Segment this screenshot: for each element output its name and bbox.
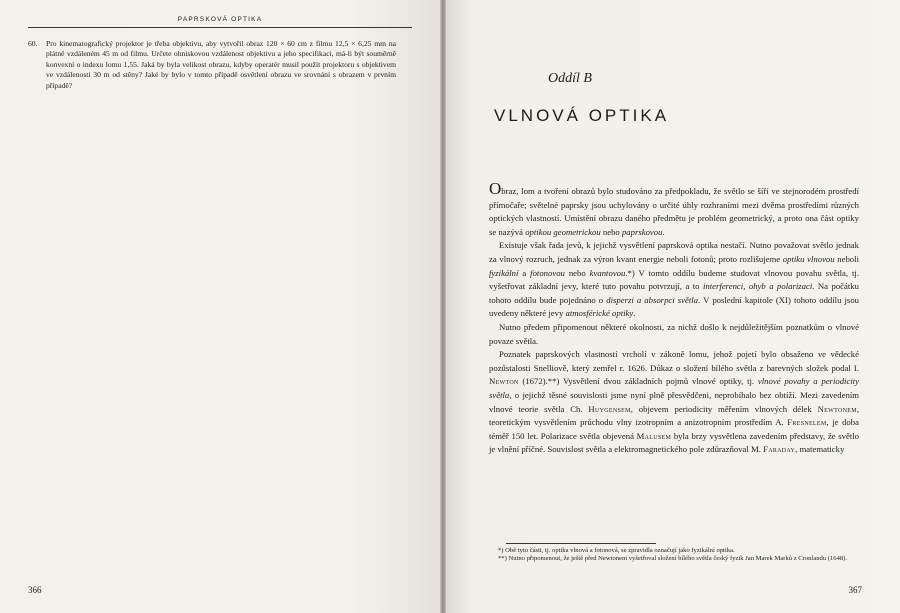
footnote: *) Obě tyto části, tj. optika vlnová a fotonová, se zpravidla označují jako fyzikální optika. xyxy=(498,547,735,554)
paragraph: Obraz, lom a tvoření obrazů bylo studováno za předpokladu, že světlo se šíří ve stejnorodém prostředí přímočaře; světelné paprsky jsou uchylovány o určité úhly rozhraními mezi dvěma prostředími různých optických vlastností. Umístění obrazu daného předmětu je problém geometrický, a proto ona část optiky se nazývá optikou geometrickou nebo paprskovou. xyxy=(489,179,859,237)
section-label: Oddíl B xyxy=(548,71,592,86)
page-number-left: 366 xyxy=(28,585,42,595)
footnote-rule xyxy=(506,543,656,544)
header-rule xyxy=(28,27,412,28)
drop-cap: O xyxy=(489,179,502,198)
page-number-right: 367 xyxy=(848,585,862,595)
running-head: PAPRSKOVÁ OPTIKA xyxy=(177,16,263,23)
exercise-60 xyxy=(28,39,396,91)
right-page xyxy=(446,0,900,613)
exercise-text: Pro kinematografický projektor je třeba objektivu, aby vytvořil obraz 120 × 60 cm z filmu 12,5 × 6,25 mm na plátně vzdáleném 45 m od filmu. Určete ohniskovou vzdálenost objektivu a jeho specifikaci, má-li být souměrně konvexní o indexu lomu 1,55. Jaká by byla velikost obrazu, kdyby operatér musil použít projektoru s objektivem ve vzdálenosti 30 m od stěny? Jaké by bylo v tomto případě osvětlení obrazu ve srovnání s obrazem v prvním případě? xyxy=(46,39,396,90)
chapter-title: VLNOVÁ OPTIKA xyxy=(494,106,670,125)
body-text xyxy=(489,179,860,457)
paragraph: Nutno předem připomenout některé okolnosti, za nichž došlo k nejdůležitějším poznatkům o vlnové povaze světla. xyxy=(489,321,859,346)
footnotes xyxy=(498,547,858,564)
paragraph: Poznatek paprskových vlastností vrcholí v zákoně lomu, jehož pojetí bylo obsaženo ve vědecké pozůstalosti Snelliově, který zemřel r. 1626. Důkaz o složení bílého světla z barevných složek podal I. Newton (1672).**) Vysvětlení dvou základních pojmů vlnové optiky, tj. vlnové povahy a periodicity světla, o jejichž těsné souvislosti jsme nyní plně přesvědčeni, neprobíhalo bez obtíží. Mezi zavedením vlnové teorie světla Ch. Huygensem, objevem periodicity měřením vlnových délek Newtonem, teoretickým vysvětlením průchodu vlny izotropním a anizotropním prostředím A. Fresnelem, je doba téměř 150 let. Polarizace světla objevená Malusem byla brzy vysvětlena zavedením představy, že světlo je vlnění příčné. Souvislost světla a elektromagnetického pole zdůrazňoval M. Faraday, matematicky xyxy=(489,349,860,455)
footnote: **) Nutno připomenout, že ještě před Newtonem vyšetřoval složení bílého světla český fyzik Jan Marek Marků z Cronlandu (1648). xyxy=(498,555,848,563)
left-page xyxy=(0,0,440,613)
exercise-number: 60. xyxy=(28,39,38,48)
paragraph: Existuje však řada jevů, k jejichž vysvětlení paprsková optika nestačí. Nutno považovat světlo jednak za vlnový rozruch, jednak za výron kvant energie neboli fotonů; proto rozlišujeme optiku vlnovou neboli fyzikální a fotonovou nebo kvantovou.*) V tomto oddílu budeme studovat vlnovou povahu světla, tj. vyšetřovat základní jevy, které tuto povahu potvrzují, a to interferenci, ohyb a polarizaci. Na počátku tohoto oddílu bude pojednáno o disperzi a absorpci světla. V poslední kapitole (XI) tohoto oddílu jsou uvedeny některé jevy atmosférické optiky. xyxy=(489,240,860,319)
